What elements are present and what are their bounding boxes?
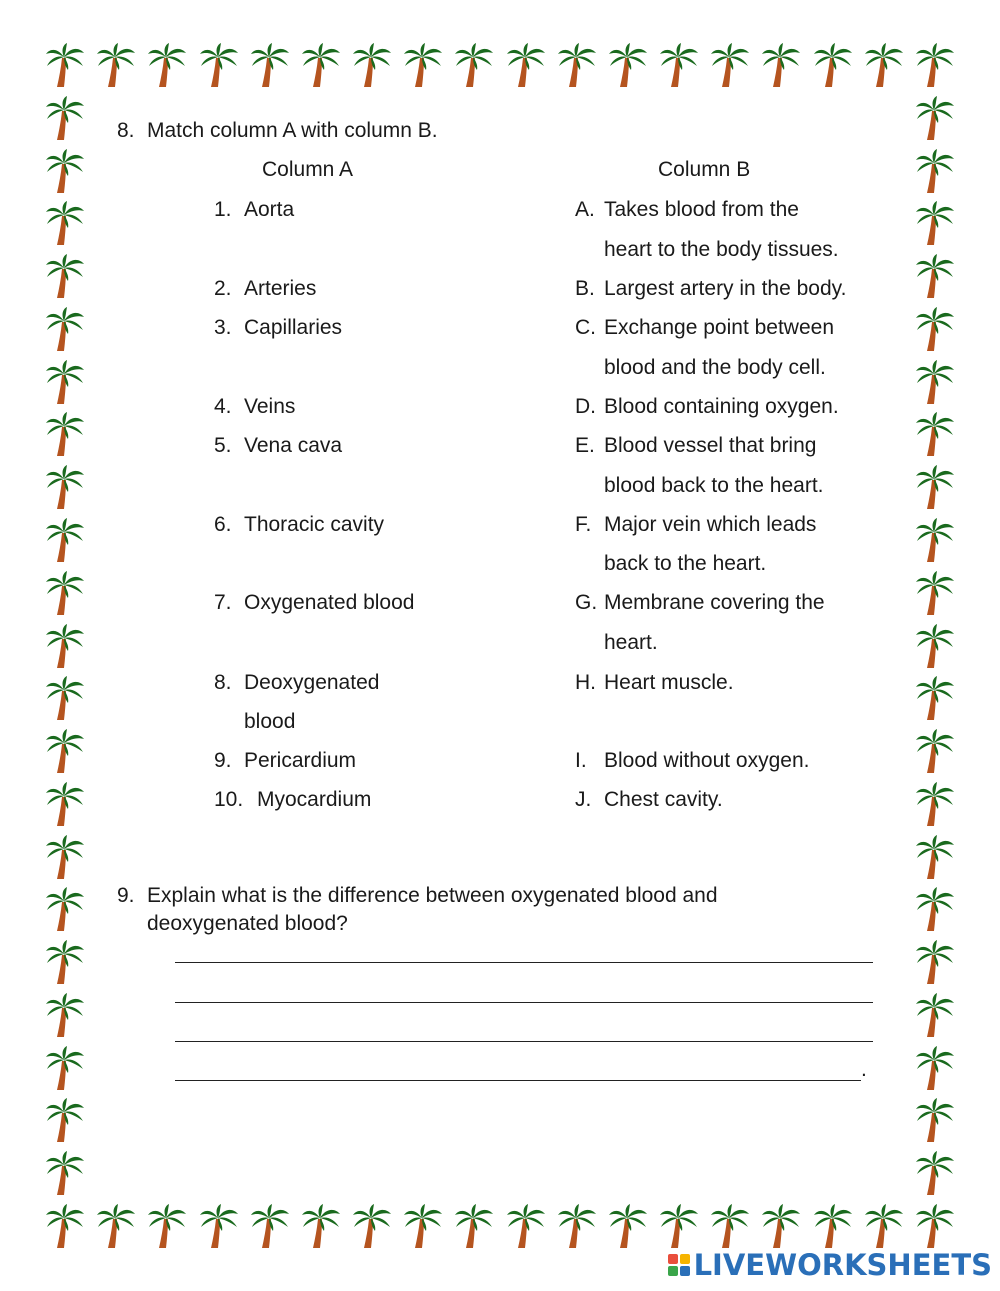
- column-b-letter: D.: [575, 395, 596, 418]
- column-b-item: Heart muscle.: [604, 671, 734, 694]
- palm-tree-icon: [45, 517, 85, 563]
- column-a-num: 1.: [214, 198, 232, 221]
- answer-line[interactable]: [175, 962, 873, 963]
- column-b-letter: I.: [575, 749, 587, 772]
- palm-tree-icon: [45, 306, 85, 352]
- column-a-num: 4.: [214, 395, 232, 418]
- palm-tree-icon: [96, 1203, 136, 1249]
- column-a-item: Aorta: [244, 198, 295, 221]
- palm-tree-icon: [915, 886, 955, 932]
- palm-tree-icon: [608, 42, 648, 88]
- column-b-item: Chest cavity.: [604, 788, 723, 811]
- palm-tree-icon: [915, 200, 955, 246]
- palm-tree-icon: [915, 517, 955, 563]
- palm-tree-icon: [915, 834, 955, 880]
- column-b-header: Column B: [658, 158, 751, 181]
- palm-tree-icon: [864, 42, 904, 88]
- column-b-item: Takes blood from the: [604, 198, 799, 221]
- palm-tree-icon: [915, 570, 955, 616]
- palm-tree-icon: [45, 886, 85, 932]
- column-a-num: 10.: [214, 788, 244, 811]
- column-b-item: Blood containing oxygen.: [604, 395, 839, 418]
- column-a-item-continued: blood: [244, 710, 296, 733]
- liveworksheets-logo: [668, 1248, 992, 1282]
- palm-tree-icon: [45, 1203, 85, 1249]
- palm-tree-icon: [761, 42, 801, 88]
- column-b-item: Membrane covering the: [604, 591, 825, 614]
- column-a-num: 2.: [214, 277, 232, 300]
- palm-tree-icon: [45, 1150, 85, 1196]
- palm-tree-icon: [915, 359, 955, 405]
- answer-line[interactable]: [175, 1080, 861, 1081]
- column-b-letter: H.: [575, 671, 596, 694]
- palm-tree-icon: [915, 253, 955, 299]
- column-a-num: 7.: [214, 591, 232, 614]
- palm-tree-icon: [250, 1203, 290, 1249]
- palm-tree-icon: [915, 411, 955, 457]
- column-a-item: Pericardium: [244, 749, 357, 772]
- palm-tree-icon: [915, 42, 955, 88]
- column-b-item: Largest artery in the body.: [604, 277, 847, 300]
- palm-tree-icon: [403, 42, 443, 88]
- palm-tree-icon: [915, 1045, 955, 1091]
- palm-tree-icon: [250, 42, 290, 88]
- logo-text: LIVEWORKSHEETS: [693, 1248, 992, 1282]
- palm-tree-icon: [608, 1203, 648, 1249]
- palm-tree-icon: [915, 675, 955, 721]
- palm-tree-icon: [45, 95, 85, 141]
- column-a-item: Capillaries: [244, 316, 343, 339]
- palm-tree-icon: [199, 42, 239, 88]
- column-a-item: Oxygenated blood: [244, 591, 415, 614]
- palm-tree-icon: [454, 1203, 494, 1249]
- palm-tree-icon: [352, 42, 392, 88]
- palm-tree-icon: [96, 42, 136, 88]
- column-b-item: Blood vessel that bring: [604, 434, 817, 457]
- column-b-item-continued: blood back to the heart.: [604, 474, 824, 497]
- palm-tree-icon: [45, 1045, 85, 1091]
- column-b-letter: J.: [575, 788, 592, 811]
- palm-tree-icon: [45, 623, 85, 669]
- palm-tree-icon: [403, 1203, 443, 1249]
- palm-tree-icon: [506, 42, 546, 88]
- column-b-item-continued: heart.: [604, 631, 658, 654]
- column-a-num: 8.: [214, 671, 232, 694]
- palm-tree-icon: [199, 1203, 239, 1249]
- column-a-item: Vena cava: [244, 434, 343, 457]
- palm-tree-icon: [45, 675, 85, 721]
- question-8-number: 8.: [117, 119, 135, 142]
- column-a-item: Thoracic cavity: [244, 513, 385, 536]
- column-b-letter: E.: [575, 434, 595, 457]
- column-a-item: Arteries: [244, 277, 317, 300]
- palm-tree-icon: [45, 570, 85, 616]
- column-a-item: Veins: [244, 395, 296, 418]
- column-b-item: Major vein which leads: [604, 513, 817, 536]
- palm-tree-icon: [45, 1097, 85, 1143]
- column-a-num: 3.: [214, 316, 232, 339]
- palm-tree-icon: [45, 148, 85, 194]
- palm-tree-icon: [915, 1097, 955, 1143]
- column-b-letter: A.: [575, 198, 595, 221]
- palm-tree-icon: [710, 1203, 750, 1249]
- palm-tree-icon: [915, 623, 955, 669]
- column-a-item: Myocardium: [257, 788, 372, 811]
- column-b-item-continued: blood and the body cell.: [604, 356, 826, 379]
- palm-tree-icon: [915, 95, 955, 141]
- palm-tree-icon: [710, 42, 750, 88]
- column-b-item: Exchange point between: [604, 316, 835, 339]
- palm-tree-icon: [45, 359, 85, 405]
- palm-tree-icon: [45, 200, 85, 246]
- palm-tree-icon: [813, 1203, 853, 1249]
- palm-tree-icon: [301, 1203, 341, 1249]
- palm-tree-icon: [915, 464, 955, 510]
- column-a-item: Deoxygenated: [244, 671, 380, 694]
- column-b-letter: C.: [575, 316, 596, 339]
- palm-tree-icon: [915, 728, 955, 774]
- logo-mark-icon: [668, 1254, 690, 1276]
- column-b-item-continued: heart to the body tissues.: [604, 238, 839, 261]
- column-a-num: 5.: [214, 434, 232, 457]
- column-a-num: 9.: [214, 749, 232, 772]
- palm-tree-icon: [506, 1203, 546, 1249]
- palm-tree-icon: [915, 781, 955, 827]
- palm-tree-icon: [557, 42, 597, 88]
- palm-tree-icon: [301, 42, 341, 88]
- palm-tree-icon: [45, 464, 85, 510]
- palm-tree-icon: [915, 1150, 955, 1196]
- column-a-num: 6.: [214, 513, 232, 536]
- palm-tree-icon: [147, 1203, 187, 1249]
- palm-tree-icon: [45, 781, 85, 827]
- column-b-item-continued: back to the heart.: [604, 552, 767, 575]
- palm-tree-icon: [915, 1203, 955, 1249]
- palm-tree-icon: [915, 939, 955, 985]
- palm-tree-icon: [45, 42, 85, 88]
- palm-tree-icon: [915, 992, 955, 1038]
- answer-line[interactable]: [175, 1041, 873, 1042]
- answer-end-period: .: [861, 1058, 867, 1081]
- question-8-prompt: Match column A with column B.: [147, 119, 438, 142]
- palm-tree-icon: [45, 253, 85, 299]
- palm-tree-icon: [45, 834, 85, 880]
- question-9-prompt: Explain what is the difference between oxygenated blood and: [147, 884, 718, 907]
- palm-tree-icon: [147, 42, 187, 88]
- palm-tree-icon: [45, 992, 85, 1038]
- palm-tree-icon: [352, 1203, 392, 1249]
- palm-tree-icon: [45, 939, 85, 985]
- column-b-letter: G.: [575, 591, 598, 614]
- palm-tree-icon: [45, 411, 85, 457]
- column-a-header: Column A: [262, 158, 354, 181]
- question-9-number: 9.: [117, 884, 135, 907]
- palm-tree-icon: [659, 1203, 699, 1249]
- answer-line[interactable]: [175, 1002, 873, 1003]
- palm-tree-icon: [761, 1203, 801, 1249]
- palm-tree-icon: [659, 42, 699, 88]
- palm-tree-icon: [864, 1203, 904, 1249]
- palm-tree-icon: [454, 42, 494, 88]
- palm-tree-icon: [557, 1203, 597, 1249]
- column-b-letter: F.: [575, 513, 592, 536]
- palm-tree-icon: [45, 728, 85, 774]
- palm-tree-icon: [813, 42, 853, 88]
- column-b-letter: B.: [575, 277, 595, 300]
- palm-tree-icon: [915, 148, 955, 194]
- question-9-prompt-continued: deoxygenated blood?: [147, 912, 348, 935]
- column-b-item: Blood without oxygen.: [604, 749, 810, 772]
- palm-tree-icon: [915, 306, 955, 352]
